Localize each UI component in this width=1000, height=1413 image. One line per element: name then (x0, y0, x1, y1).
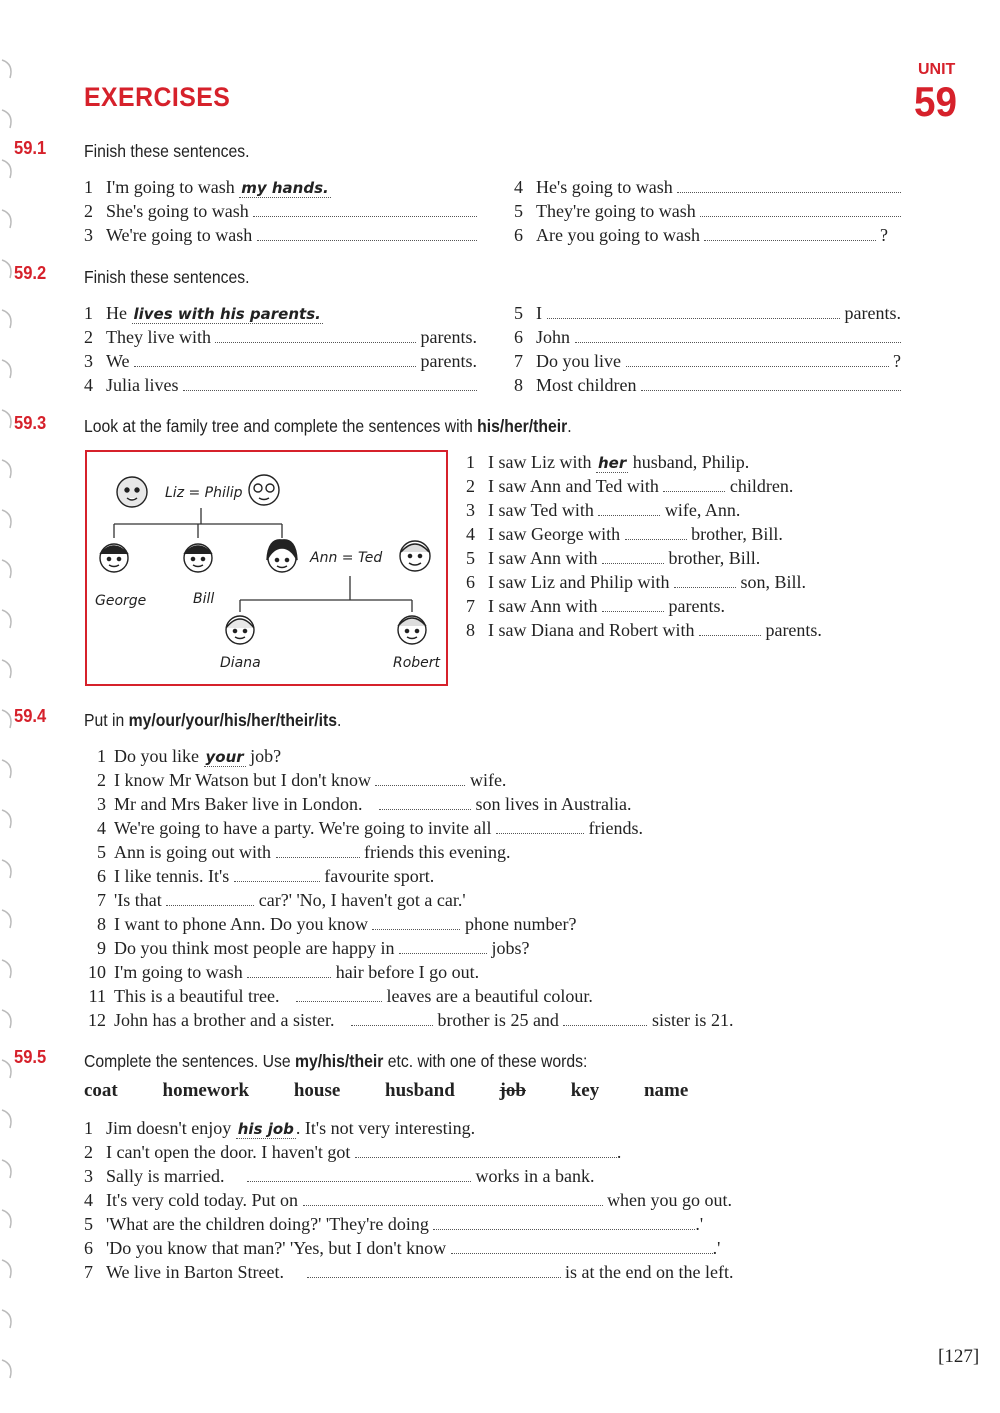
item-number: 2 (466, 476, 475, 496)
sentence-59-5-7 (84, 1260, 733, 1284)
answer-blank-59-5-3[interactable] (247, 1165, 471, 1182)
sentence-text: I like tennis. It's (114, 866, 230, 886)
sentence-end: parents. (844, 303, 901, 323)
sentence-59-4-3 (80, 792, 631, 816)
item-number: 6 (514, 225, 523, 245)
sentence-end: son lives in Australia. (475, 794, 632, 814)
item-number: 7 (97, 890, 106, 910)
item-number: 5 (97, 842, 106, 862)
sentence-59-1-4 (514, 175, 901, 199)
sentence-59-4-1 (80, 744, 281, 768)
item-number: 1 (84, 1118, 93, 1138)
sentence-text: I'm going to wash (114, 962, 243, 982)
sentence-text: They live with (106, 327, 211, 347)
sentence-text: John (536, 327, 571, 347)
sentence-text: Julia lives (106, 375, 179, 395)
sentence-end: .' (695, 1214, 704, 1234)
sentence-59-1-2 (84, 199, 477, 223)
exercise-instruction-59-5: Complete the sentences. Use my/his/their etc. with one of these words: (84, 1051, 588, 1071)
sentence-end: works in a bank. (475, 1166, 595, 1186)
sentence-text: I saw George with (488, 524, 621, 544)
item-number: 6 (514, 327, 523, 347)
answer-blank-59-1-4[interactable] (677, 176, 901, 193)
answer-59-2-1[interactable]: lives with his parents. (133, 305, 321, 323)
item-number: 4 (466, 524, 475, 544)
item-number: 8 (97, 914, 106, 934)
sentence-59-1-1 (84, 175, 331, 199)
answer-59-5-1[interactable]: his job (237, 1120, 294, 1138)
item-number: 4 (84, 1190, 93, 1210)
ted-face-icon (400, 541, 430, 571)
sentence-text: I saw Liz with (488, 452, 592, 472)
sentence-text: Do you like (114, 746, 199, 766)
sentence-text: I want to phone Ann. Do you know (114, 914, 368, 934)
sentence-text: Sally is married. (106, 1166, 225, 1186)
sentence-text: I (536, 303, 542, 323)
answer-blank-59-3-6[interactable] (674, 571, 736, 588)
sentence-59-4-8 (80, 912, 576, 936)
ann-face-icon (267, 540, 297, 572)
sentence-text: Ann is going out with (114, 842, 272, 862)
sentence-end: is at the end on the left. (565, 1262, 734, 1282)
sentence-59-2-1 (84, 301, 323, 325)
sentence-text: I saw Ann with (488, 596, 598, 616)
sentence-59-2-2 (84, 325, 477, 349)
family-tree-lines (87, 452, 447, 684)
exercise-number-59-2: 59.2 (14, 263, 47, 283)
sentence-59-4-10 (80, 960, 479, 984)
sentence-text: It's very cold today. Put on (106, 1190, 299, 1210)
sentence-59-5-3 (84, 1164, 594, 1188)
tree-liz-philip: Liz = Philip (165, 485, 243, 501)
tree-diana: Diana (220, 655, 261, 671)
answer-blank-59-3-3[interactable] (598, 499, 660, 516)
sentence-end: . It's not very interesting. (295, 1118, 476, 1138)
item-number: 3 (466, 500, 475, 520)
sentence-text: I'm going to wash (106, 177, 235, 197)
sentence-59-1-6 (514, 223, 888, 247)
sentence-text: 'Is that (114, 890, 162, 910)
answer-blank-59-4-5[interactable] (276, 841, 360, 858)
answer-59-4-1[interactable]: your (205, 748, 244, 766)
sentence-end: children. (729, 476, 794, 496)
word-house: house (293, 1080, 341, 1101)
answer-blank-59-4-4[interactable] (496, 817, 584, 834)
item-number: 1 (466, 452, 475, 472)
answer-blank-59-3-2[interactable] (663, 475, 725, 492)
sentence-end: ? (880, 225, 888, 245)
sentence-59-4-6 (80, 864, 434, 888)
item-number: 5 (466, 548, 475, 568)
word-key: key (570, 1080, 600, 1101)
sentence-end: friends this evening. (364, 842, 511, 862)
answer-blank-59-3-5[interactable] (602, 547, 664, 564)
answer-blank-59-4-8[interactable] (372, 913, 460, 930)
item-number: 2 (84, 327, 93, 347)
sentence-text: I saw Diana and Robert with (488, 620, 695, 640)
sentence-end: parents. (420, 351, 477, 371)
sentence-text: I saw Liz and Philip with (488, 572, 670, 592)
exercise-instruction-59-4: Put in my/our/your/his/her/their/its. (84, 710, 342, 730)
exercise-instruction-59-2: Finish these sentences. (84, 267, 250, 287)
sentence-text: John has a brother and a sister. (114, 1010, 335, 1030)
sentence-59-2-7 (514, 349, 901, 373)
item-number: 10 (88, 962, 106, 982)
item-number: 5 (514, 201, 523, 221)
sentence-end: wife, Ann. (664, 500, 741, 520)
sentence-text: We're going to wash (106, 225, 253, 245)
sentence-end: brother, Bill. (691, 524, 783, 544)
sentence-text: We (106, 351, 130, 371)
item-number: 1 (97, 746, 106, 766)
answer-blank-59-4-3[interactable] (379, 793, 471, 810)
page-number: [127] (938, 1346, 980, 1367)
answer-blank-59-4-2[interactable] (375, 769, 465, 786)
tree-george: George (95, 593, 147, 609)
exercise-number-59-1: 59.1 (14, 138, 47, 158)
item-number: 4 (514, 177, 523, 197)
sentence-text: 'Do you know that man?' 'Yes, but I don't know (106, 1238, 447, 1258)
word-coat: coat (84, 1080, 118, 1101)
sentence-59-5-2 (84, 1140, 621, 1164)
sentence-59-4-9 (80, 936, 529, 960)
item-number: 4 (84, 375, 93, 395)
family-tree (85, 450, 448, 686)
item-number: 8 (466, 620, 475, 640)
item-number: 3 (97, 794, 106, 814)
sentence-end: husband, Philip. (632, 452, 750, 472)
answer-blank-59-5-4[interactable] (303, 1189, 603, 1206)
sentence-59-4-2 (80, 768, 506, 792)
sentence-text: He (106, 303, 127, 323)
answer-59-1-1[interactable]: my hands. (241, 179, 329, 197)
sentence-end: .' (712, 1238, 721, 1258)
sentence-text: Do you live (536, 351, 621, 371)
robert-face-icon (398, 616, 426, 644)
sentence-end: jobs? (491, 938, 530, 958)
sentence-59-3-6 (466, 570, 806, 594)
sentence-59-3-3 (466, 498, 740, 522)
exercise-number-59-3: 59.3 (14, 413, 47, 433)
item-number: 2 (84, 201, 93, 221)
sentence-59-3-4 (466, 522, 783, 546)
answer-blank-59-4-11[interactable] (296, 985, 382, 1002)
philip-face-icon (249, 475, 279, 505)
exercise-instruction-59-3: Look at the family tree and complete the sentences with his/her/their. (84, 416, 572, 436)
sentence-59-5-6 (84, 1236, 720, 1260)
sentence-text: Do you think most people are happy in (114, 938, 395, 958)
sentence-text: I can't open the door. I haven't got (106, 1142, 351, 1162)
sentence-text: I saw Ann with (488, 548, 598, 568)
sentence-59-2-5 (514, 301, 901, 325)
item-number: 1 (84, 177, 93, 197)
sentence-end: hair before I go out. (335, 962, 480, 982)
sentence-end: parents. (668, 596, 725, 616)
item-number: 5 (514, 303, 523, 323)
sentence-text: This is a beautiful tree. (114, 986, 280, 1006)
answer-blank-59-2-8[interactable] (641, 374, 901, 391)
sentence-text: We're going to have a party. We're going to invite all (114, 818, 492, 838)
exercise-instruction-59-1: Finish these sentences. (84, 141, 250, 161)
sentence-end: son, Bill. (740, 572, 806, 592)
item-number: 8 (514, 375, 523, 395)
tree-bill: Bill (193, 591, 215, 607)
item-number: 1 (84, 303, 93, 323)
answer-blank-59-5-2[interactable] (355, 1141, 617, 1158)
unit-label: UNIT (918, 61, 956, 78)
sentence-59-1-3 (84, 223, 477, 247)
sentence-59-3-2 (466, 474, 793, 498)
item-number: 7 (466, 596, 475, 616)
item-number: 12 (88, 1010, 106, 1030)
sentence-text: Most children (536, 375, 637, 395)
sentence-59-2-8 (514, 373, 901, 397)
sentence-text: We live in Barton Street. (106, 1262, 285, 1282)
item-number: 7 (514, 351, 523, 371)
page-title: EXERCISES (84, 82, 231, 112)
item-number: 5 (84, 1214, 93, 1234)
answer-59-3-1[interactable]: her (597, 454, 627, 472)
word-list (84, 1080, 728, 1102)
item-number: 3 (84, 351, 93, 371)
diana-face-icon (226, 616, 254, 644)
sentence-text: They're going to wash (536, 201, 696, 221)
item-number: 6 (466, 572, 475, 592)
answer-blank-59-5-7[interactable] (307, 1261, 561, 1278)
sentence-59-3-7 (466, 594, 725, 618)
answer-blank-59-3-8[interactable] (699, 619, 761, 636)
sentence-end: parents. (420, 327, 477, 347)
item-number: 11 (88, 986, 106, 1006)
answer-blank-59-2-2[interactable] (215, 326, 416, 343)
answer-blank-59-5-5[interactable] (433, 1213, 695, 1230)
sentence-end: . (616, 1142, 622, 1162)
answer-blank-59-2-5[interactable] (547, 302, 841, 319)
liz-face-icon (117, 477, 147, 507)
item-number: 6 (97, 866, 106, 886)
tree-robert: Robert (393, 655, 441, 671)
sentence-end: favourite sport. (324, 866, 435, 886)
sentence-end-2: sister is 21. (651, 1010, 734, 1030)
sentence-59-4-11 (80, 984, 593, 1008)
item-number: 2 (84, 1142, 93, 1162)
answer-blank-59-1-3[interactable] (257, 224, 477, 241)
sentence-end: when you go out. (607, 1190, 733, 1210)
item-number: 9 (97, 938, 106, 958)
answer-blank-59-3-4[interactable] (625, 523, 687, 540)
sentence-text: Mr and Mrs Baker live in London. (114, 794, 363, 814)
item-number: 3 (84, 1166, 93, 1186)
sentence-end: leaves are a beautiful colour. (386, 986, 593, 1006)
exercise-number-59-5: 59.5 (14, 1047, 47, 1067)
item-number: 7 (84, 1262, 93, 1282)
sentence-end: ? (893, 351, 901, 371)
sentence-59-5-4 (84, 1188, 732, 1212)
answer-blank-59-5-6[interactable] (451, 1237, 713, 1254)
answer-blank-59-2-6[interactable] (575, 326, 901, 343)
word-homework: homework (162, 1080, 250, 1101)
unit-number: 59 (914, 78, 957, 125)
answer-blank-59-4-9[interactable] (399, 937, 487, 954)
sentence-text: I know Mr Watson but I don't know (114, 770, 371, 790)
sentence-end: friends. (588, 818, 643, 838)
word-name: name (643, 1080, 689, 1101)
sentence-59-4-12 (80, 1008, 733, 1032)
bill-face-icon (184, 544, 212, 572)
george-face-icon (100, 544, 128, 572)
sentence-text: 'What are the children doing?' 'They're doing (106, 1214, 429, 1234)
sentence-59-1-5 (514, 199, 901, 223)
sentence-59-4-4 (80, 816, 643, 840)
sentence-59-5-1 (84, 1116, 475, 1140)
answer-blank-59-1-5[interactable] (700, 200, 901, 217)
sentence-end: wife. (469, 770, 507, 790)
answer-blank-59-4-12b[interactable] (563, 1009, 647, 1026)
answer-blank-59-2-3[interactable] (134, 350, 416, 367)
sentence-end: brother, Bill. (668, 548, 761, 568)
sentence-59-3-5 (466, 546, 760, 570)
sentence-end: phone number? (464, 914, 577, 934)
sentence-end: parents. (765, 620, 822, 640)
answer-blank-59-1-6[interactable] (704, 224, 875, 241)
sentence-text: I saw Ted with (488, 500, 594, 520)
item-number: 3 (84, 225, 93, 245)
tree-ann-ted: Ann = Ted (310, 550, 383, 566)
answer-blank-59-4-7[interactable] (166, 889, 254, 906)
answer-blank-59-2-7[interactable] (626, 350, 889, 367)
sentence-text: Jim doesn't enjoy (106, 1118, 232, 1138)
sentence-end: job? (250, 746, 282, 766)
answer-blank-59-4-6[interactable] (234, 865, 320, 882)
exercise-number-59-4: 59.4 (14, 706, 47, 726)
sentence-text: Are you going to wash (536, 225, 700, 245)
sentence-59-4-5 (80, 840, 511, 864)
sentence-text: I saw Ann and Ted with (488, 476, 659, 496)
answer-blank-59-4-12[interactable] (351, 1009, 433, 1026)
sentence-59-4-7 (80, 888, 466, 912)
item-number: 4 (97, 818, 106, 838)
sentence-end: brother is 25 and (437, 1010, 559, 1030)
sentence-59-2-4 (84, 373, 477, 397)
word-job-used: job (499, 1080, 526, 1101)
sentence-59-2-6 (514, 325, 901, 349)
answer-blank-59-4-10[interactable] (247, 961, 331, 978)
item-number: 6 (84, 1238, 93, 1258)
sentence-59-2-3 (84, 349, 477, 373)
sentence-59-3-1 (466, 450, 749, 474)
answer-blank-59-2-4[interactable] (183, 374, 477, 391)
answer-blank-59-1-2[interactable] (253, 200, 477, 217)
sentence-59-5-5 (84, 1212, 703, 1236)
sentence-text: She's going to wash (106, 201, 249, 221)
word-husband: husband (385, 1080, 455, 1101)
sentence-end: car?' 'No, I haven't got a car.' (258, 890, 466, 910)
answer-blank-59-3-7[interactable] (602, 595, 664, 612)
item-number: 2 (97, 770, 106, 790)
sentence-text: He's going to wash (536, 177, 673, 197)
sentence-59-3-8 (466, 618, 822, 642)
